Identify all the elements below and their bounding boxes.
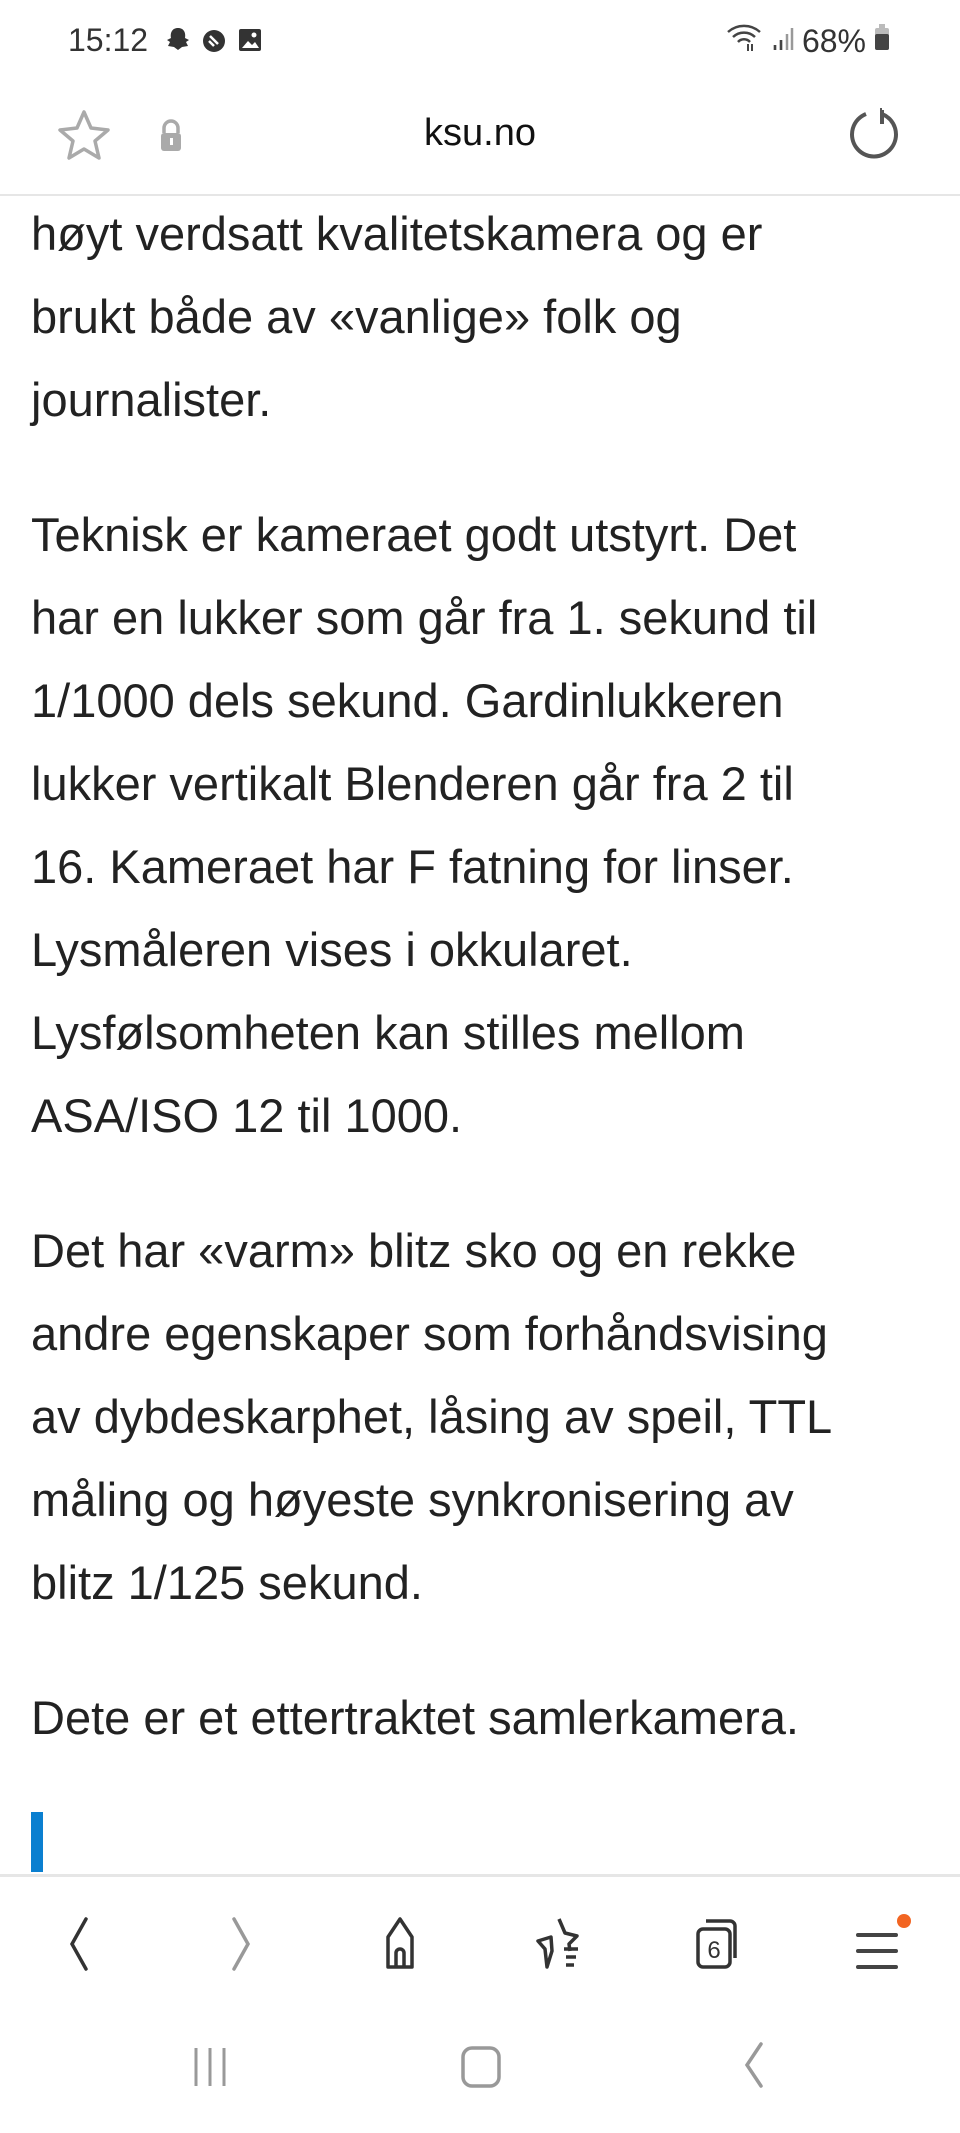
article-body: [31, 192, 941, 1811]
system-navigation-bar: [0, 2004, 960, 2133]
url-text[interactable]: ksu.no: [424, 112, 536, 154]
status-time: 15:12: [68, 22, 149, 58]
back-icon[interactable]: [48, 1913, 108, 1973]
browser-toolbar: [0, 1874, 960, 2007]
article-paragraph: [31, 1676, 941, 1759]
paragraph-line: andre egenskaper som forhåndsvising: [31, 1307, 828, 1360]
status-bar: [0, 0, 960, 80]
home-system-icon[interactable]: [459, 2044, 503, 2093]
paragraph-line: Det har «varm» blitz sko og en rekke: [31, 1224, 797, 1277]
wifi-icon: [726, 22, 764, 60]
paragraph-line: Lysmåleren vises i okkularet.: [31, 923, 633, 976]
paragraph-line: av dybdeskarphet, låsing av speil, TTL: [31, 1390, 833, 1443]
forward-icon[interactable]: [212, 1913, 272, 1973]
paragraph-line: ASA/ISO 12 til 1000.: [31, 1089, 463, 1142]
paragraph-line: journalister.: [31, 373, 272, 426]
tabs-button[interactable]: [690, 1913, 750, 1973]
reload-icon[interactable]: [846, 106, 902, 167]
paragraph-line: Lysfølsomheten kan stilles mellom: [31, 1006, 745, 1059]
signal-icon: [772, 22, 794, 60]
tab-count: 6: [707, 1937, 721, 1964]
battery-percent: 68%: [801, 22, 866, 59]
article-paragraph: [31, 192, 941, 441]
battery-icon: [874, 22, 890, 60]
paragraph-line: Teknisk er kameraet godt utstyrt. Det: [31, 508, 797, 561]
blockquote-bar: [31, 1812, 43, 1872]
paragraph-line: høyt verdsatt kvalitetskamera og er: [31, 207, 763, 260]
paragraph-line: måling og høyeste synkronisering av: [31, 1473, 794, 1526]
article-paragraph: [31, 1209, 941, 1624]
paragraph-line: lukker vertikalt Blenderen går fra 2 til: [31, 757, 794, 810]
recent-apps-icon[interactable]: [190, 2044, 234, 2093]
paragraph-line: blitz 1/125 sekund.: [31, 1556, 423, 1609]
gallery-icon: [237, 26, 263, 54]
shazam-icon: [201, 26, 227, 54]
paragraph-line: brukt både av «vanlige» folk og: [31, 290, 682, 343]
paragraph-line: Dete er et ettertraktet samlerkamera.: [31, 1691, 799, 1744]
snapchat-icon: [165, 26, 191, 54]
paragraph-line: har en lukker som går fra 1. sekund til: [31, 591, 818, 644]
menu-icon[interactable]: [852, 1913, 912, 1973]
paragraph-line: 1/1000 dels sekund. Gardinlukkeren: [31, 674, 784, 727]
article-paragraph: [31, 493, 941, 1157]
home-icon[interactable]: [370, 1913, 430, 1973]
url-bar: [0, 80, 960, 196]
paragraph-line: 16. Kameraet har F fatning for linser.: [31, 840, 794, 893]
bookmarks-icon[interactable]: [528, 1913, 588, 1973]
notification-badge: [897, 1914, 911, 1928]
back-system-icon[interactable]: [735, 2040, 771, 2095]
